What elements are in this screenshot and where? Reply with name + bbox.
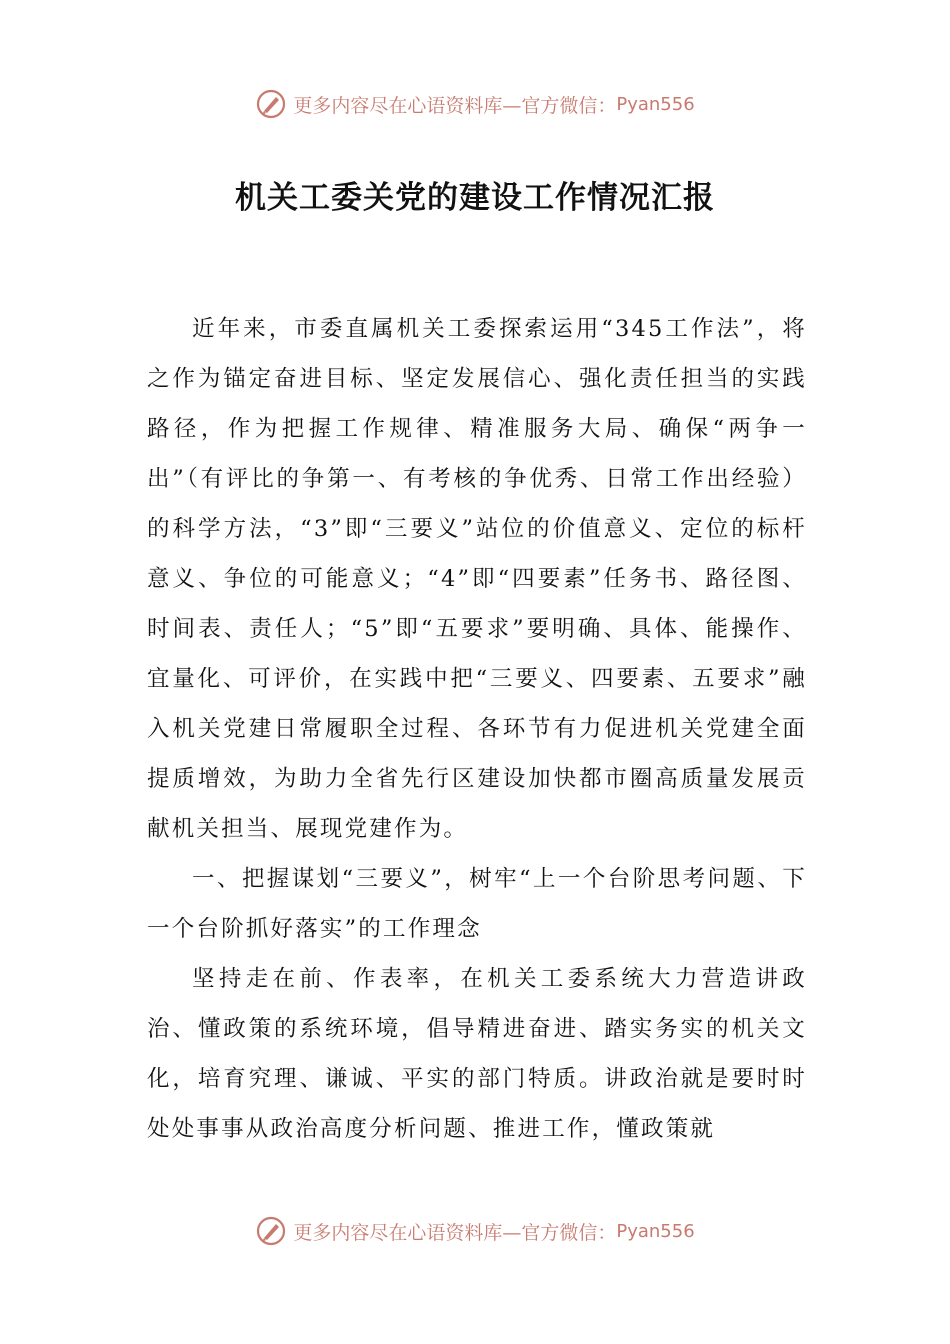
section-heading-1: 一、把握谋划“三要义”，树牢“上一个台阶思考问题、下一个台阶抓好落实”的工作理念 <box>147 866 807 942</box>
document-title: 机关工委关党的建设工作情况汇报 <box>235 180 715 216</box>
document-body <box>147 304 807 1154</box>
pen-logo-icon <box>255 88 287 120</box>
watermark-header <box>0 84 950 124</box>
watermark-id: Pyan556 <box>616 1220 695 1242</box>
paragraph-section-1: 坚持走在前、作表率，在机关工委系统大力营造讲政治、懂政策的系统环境，倡导精进奋进、踏实务实的机关文化，培育究理、谦诚、平实的部门特质。讲政治就是要时时处处事事从政治高度分析问题、推进工作，懂政策就 <box>147 966 807 1142</box>
watermark-id: Pyan556 <box>616 93 695 115</box>
watermark-text: 更多内容尽在心语资料库—官方微信： <box>293 94 617 117</box>
paragraph-intro: 近年来，市委直属机关工委探索运用“345工作法”，将之作为锚定奋进目标、坚定发展信心、强化责任担当的实践路径，作为把握工作规律、精准服务大局、确保“两争一出”（有评比的争第一、有考核的争优秀、日常工作出经验）的科学方法，“3”即“三要义”站位的价值意义、定位的标杆意义、争位的可能意义；“4”即“四要素”任务书、路径图、时间表、责任人；“5”即“五要求”要明确、具体、能操作、宜量化、可评价，在实践中把“三要义、四要素、五要求”融入机关党建日常履职全过程、各环节有力促进机关党建全面提质增效，为助力全省先行区建设加快都市圈高质量发展贡献机关担当、展现党建作为。 <box>147 316 807 842</box>
pen-logo-icon <box>255 1215 287 1247</box>
watermark-footer <box>0 1211 950 1251</box>
watermark-text: 更多内容尽在心语资料库—官方微信： <box>293 1221 617 1244</box>
